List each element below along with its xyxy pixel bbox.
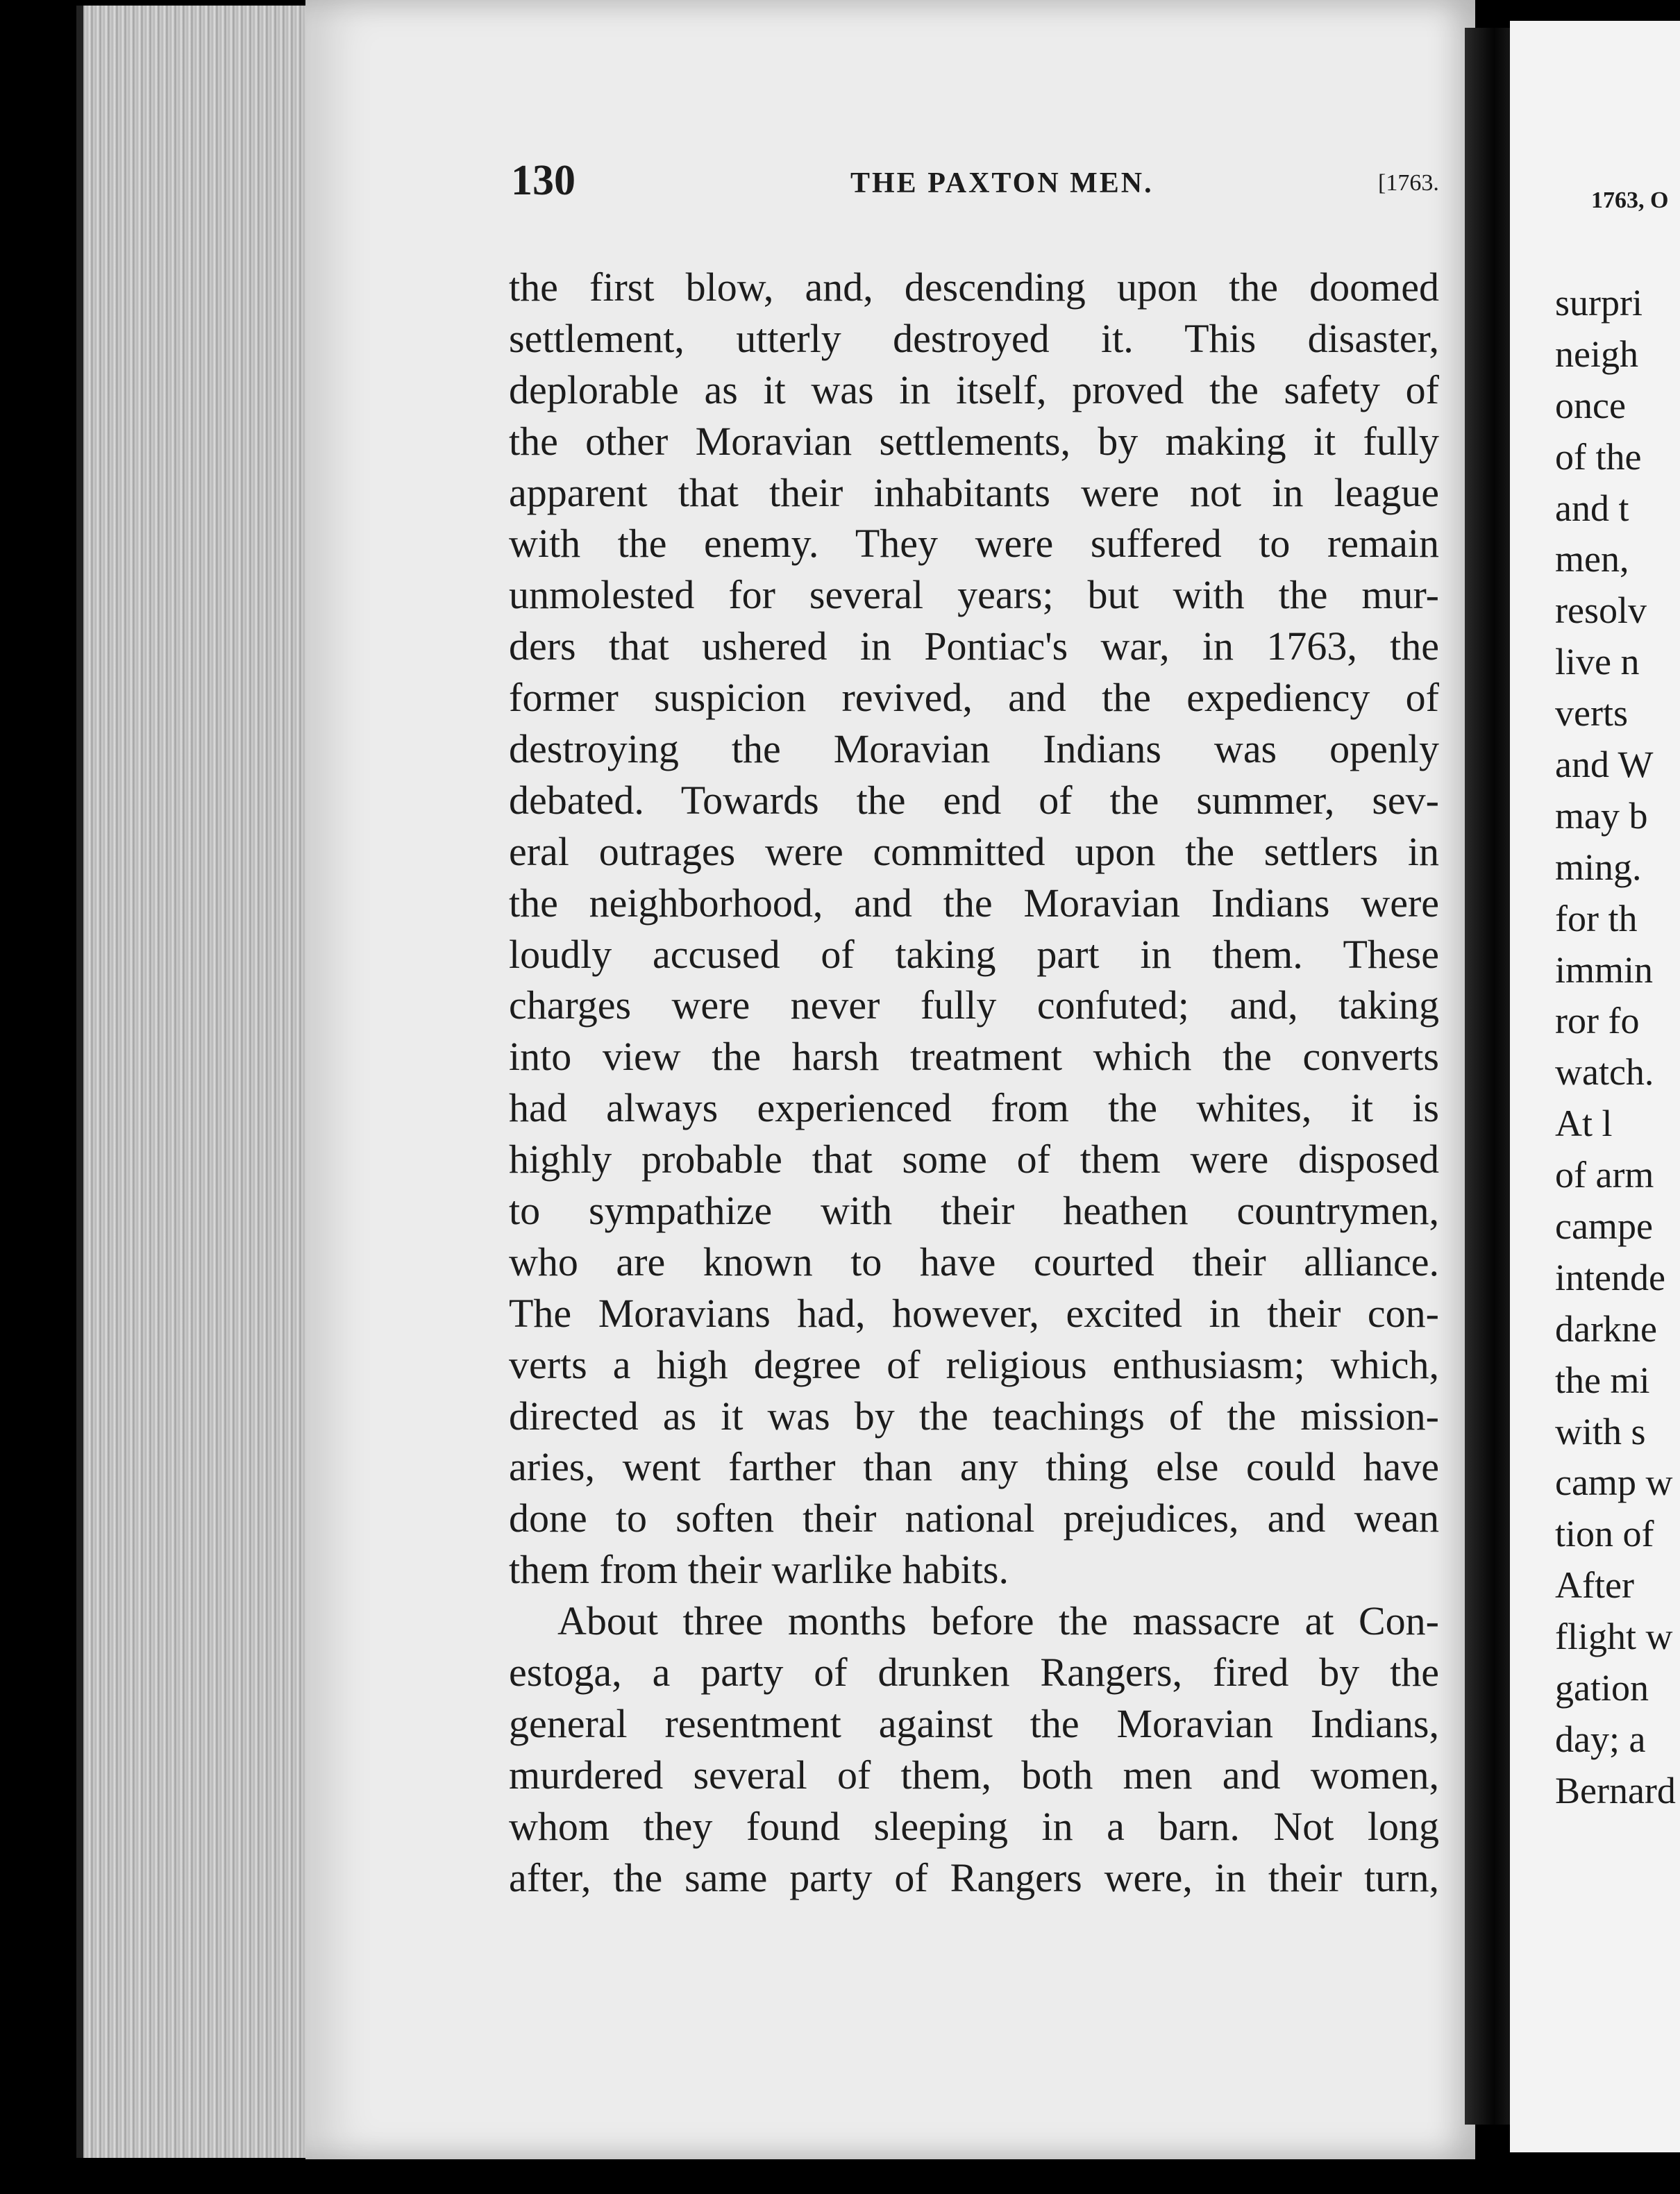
text-line: eral outrages were committed upon the settlers in — [509, 828, 1439, 874]
text-fragment: surpri — [1555, 282, 1643, 324]
text-line: aries, went farther than any thing else could have — [509, 1444, 1439, 1490]
text-fragment: men, — [1555, 538, 1629, 580]
text-fragment: the mi — [1555, 1359, 1650, 1401]
text-line: verts a high degree of religious enthusiasm; which, — [509, 1341, 1439, 1387]
text-line: About three months before the massacre at Con- — [557, 1598, 1439, 1644]
text-line: the neighborhood, and the Moravian Indians were — [509, 880, 1439, 926]
text-fragment: with s — [1555, 1410, 1646, 1452]
text-fragment: campe — [1555, 1205, 1653, 1248]
text-fragment: of arm — [1555, 1154, 1654, 1196]
text-line: settlement, utterly destroyed it. This disaster, — [509, 315, 1439, 361]
page-number: 130 — [511, 157, 576, 204]
right-page-header: 1763, O — [1591, 187, 1669, 213]
text-fragment: may b — [1555, 794, 1648, 837]
right-page-text — [1555, 0, 1680, 2194]
running-header — [0, 156, 1680, 205]
text-line: murdered several of them, both men and women, — [509, 1752, 1439, 1798]
text-line: charges were never fully confuted; and, taking — [509, 982, 1439, 1028]
text-line: general resentment against the Moravian Indians, — [509, 1700, 1439, 1746]
text-line: to sympathize with their heathen countrymen, — [509, 1188, 1439, 1234]
text-line: the other Moravian settlements, by making it fully — [509, 418, 1439, 464]
text-fragment: flight w — [1555, 1616, 1673, 1658]
header-date: [1763. — [1378, 170, 1439, 196]
text-fragment: At l — [1555, 1103, 1613, 1145]
text-line: unmolested for several years; but with the mur- — [509, 572, 1439, 618]
text-line: destroying the Moravian Indians was openly — [509, 726, 1439, 772]
text-fragment: and W — [1555, 744, 1654, 786]
text-line: after, the same party of Rangers were, in their turn, — [509, 1854, 1439, 1900]
text-line: apparent that their inhabitants were not in league — [509, 469, 1439, 515]
text-fragment: ming. — [1555, 846, 1642, 888]
text-line: estoga, a party of drunken Rangers, fired by the — [509, 1650, 1439, 1695]
text-fragment: verts — [1555, 692, 1628, 735]
text-line: whom they found sleeping in a barn. Not long — [509, 1803, 1439, 1849]
text-fragment: immin — [1555, 948, 1654, 991]
text-fragment: tion of — [1555, 1513, 1654, 1555]
text-line: debated. Towards the end of the summer, sev- — [509, 777, 1439, 823]
text-line: into view the harsh treatment which the converts — [509, 1034, 1439, 1080]
text-fragment: darkne — [1555, 1307, 1657, 1350]
book-gutter — [1465, 28, 1513, 2125]
text-fragment: After — [1555, 1564, 1634, 1607]
text-fragment: ror fo — [1555, 1000, 1640, 1042]
text-line: loudly accused of taking part in them. These — [509, 931, 1439, 977]
text-fragment: intende — [1555, 1256, 1665, 1298]
text-fragment: of the — [1555, 435, 1642, 478]
text-line: deplorable as it was in itself, proved the safety of — [509, 367, 1439, 412]
text-fragment: camp w — [1555, 1462, 1673, 1504]
body-text — [509, 262, 1439, 1904]
text-line: highly probable that some of them were disposed — [509, 1137, 1439, 1182]
text-line: with the enemy. They were suffered to remain — [509, 521, 1439, 567]
text-line: the first blow, and, descending upon the doomed — [509, 265, 1439, 310]
text-fragment: gation — [1555, 1667, 1649, 1709]
text-line: directed as it was by the teachings of the mission- — [509, 1393, 1439, 1439]
text-fragment: and t — [1555, 487, 1629, 529]
text-fragment: live n — [1555, 641, 1640, 683]
text-line: them from their warlike habits. — [509, 1547, 1009, 1593]
text-line: The Moravians had, however, excited in their con- — [509, 1290, 1439, 1336]
text-fragment: Bernard — [1555, 1769, 1676, 1811]
text-line: ders that ushered in Pontiac's war, in 1763, the — [509, 623, 1439, 669]
page-edges — [76, 6, 326, 2158]
text-line: had always experienced from the whites, it is — [509, 1085, 1439, 1131]
text-line: done to soften their national prejudices, and wean — [509, 1496, 1439, 1541]
text-line: who are known to have courted their alliance. — [509, 1239, 1439, 1284]
text-fragment: resolv — [1555, 589, 1647, 632]
text-fragment: day; a — [1555, 1718, 1646, 1760]
text-line: former suspicion revived, and the expediency of — [509, 675, 1439, 721]
right-page-fragments — [1555, 278, 1676, 1817]
running-title: THE PAXTON MEN. — [850, 167, 1154, 199]
text-fragment: for th — [1555, 897, 1638, 939]
text-fragment: watch. — [1555, 1051, 1654, 1094]
text-fragment: neigh — [1555, 333, 1638, 375]
text-fragment: once — [1555, 384, 1626, 426]
